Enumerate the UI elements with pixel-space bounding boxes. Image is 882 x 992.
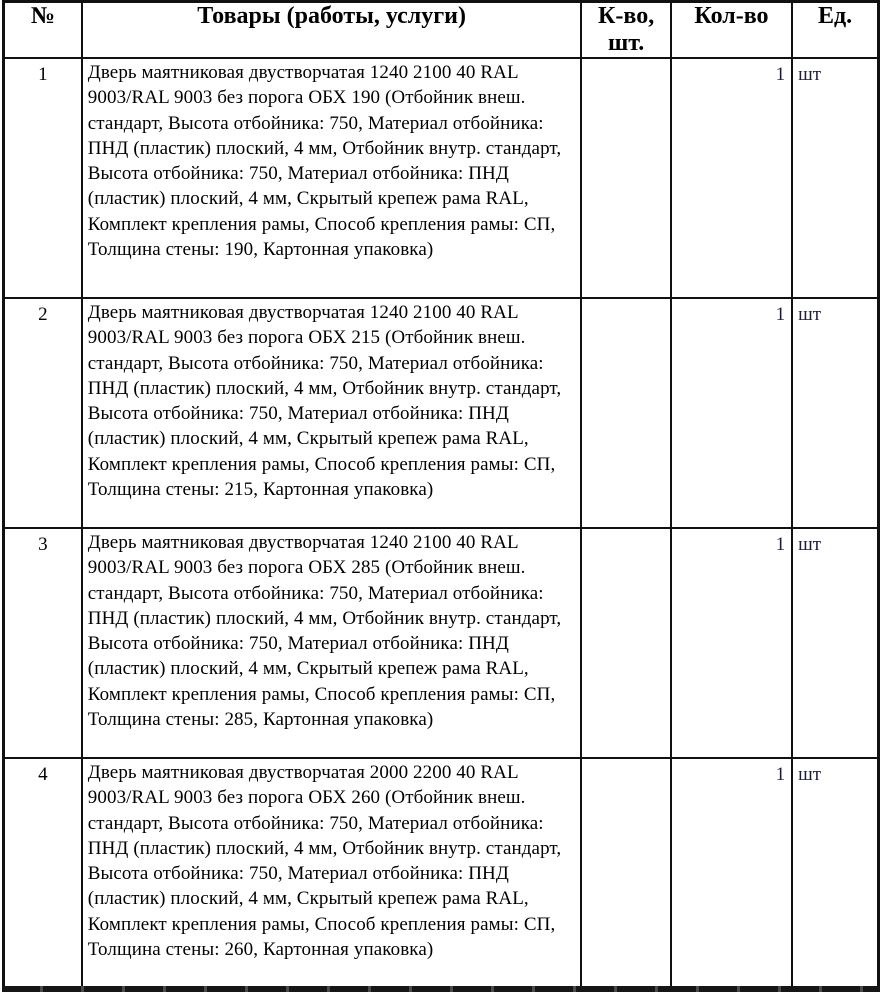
header-cell-qty-pcs: К-во, шт. xyxy=(581,2,670,59)
row-number-cell: 1 xyxy=(4,58,82,298)
unit-cell: шт xyxy=(792,758,878,989)
header-cell-unit: Ед. xyxy=(792,2,878,59)
table-row xyxy=(4,758,879,989)
description-cell: Дверь маятниковая двустворчатая 1240 2100 40 RAL 9003/RAL 9003 без порога ОБХ 215 (Отбойник внеш. стандарт, Высота отбойника: 750, Материал отбойника: ПНД (пластик) плоский, 4 мм, Отбойник внутр. стандарт, Высота отбойника: 750, Материал отбойника: ПНД (пластик) плоский, 4 мм, Скрытый крепеж рама RAL, Комплект крепления рамы, Способ крепления рамы: СП, Толщина стены: 215, Картонная упаковка) xyxy=(82,298,582,528)
header-cell-quantity: Кол-во xyxy=(671,2,792,59)
qty-pcs-cell xyxy=(581,528,670,758)
row-number-cell: 3 xyxy=(4,528,82,758)
quantity-cell: 1 xyxy=(671,58,792,298)
table-header xyxy=(4,2,879,59)
unit-cell: шт xyxy=(792,528,878,758)
unit-cell: шт xyxy=(792,298,878,528)
cutoff-next-row-band xyxy=(2,986,880,992)
row-number-cell: 4 xyxy=(4,758,82,989)
table-row xyxy=(4,58,879,298)
table-row xyxy=(4,528,879,758)
row-number-cell: 2 xyxy=(4,298,82,528)
description-cell: Дверь маятниковая двустворчатая 1240 2100 40 RAL 9003/RAL 9003 без порога ОБХ 190 (Отбойник внеш. стандарт, Высота отбойника: 750, Материал отбойника: ПНД (пластик) плоский, 4 мм, Отбойник внутр. стандарт, Высота отбойника: 750, Материал отбойника: ПНД (пластик) плоский, 4 мм, Скрытый крепеж рама RAL, Комплект крепления рамы, Способ крепления рамы: СП, Толщина стены: 190, Картонная упаковка) xyxy=(82,58,582,298)
products-table xyxy=(2,0,880,990)
header-cell-goods: Товары (работы, услуги) xyxy=(82,2,582,59)
unit-cell: шт xyxy=(792,58,878,298)
quantity-cell: 1 xyxy=(671,528,792,758)
description-cell: Дверь маятниковая двустворчатая 2000 2200 40 RAL 9003/RAL 9003 без порога ОБХ 260 (Отбойник внеш. стандарт, Высота отбойника: 750, Материал отбойника: ПНД (пластик) плоский, 4 мм, Отбойник внутр. стандарт, Высота отбойника: 750, Материал отбойника: ПНД (пластик) плоский, 4 мм, Скрытый крепеж рама RAL, Комплект крепления рамы, Способ крепления рамы: СП, Толщина стены: 260, Картонная упаковка) xyxy=(82,758,582,989)
table-row xyxy=(4,298,879,528)
header-row xyxy=(4,2,879,59)
quantity-cell: 1 xyxy=(671,758,792,989)
qty-pcs-cell xyxy=(581,758,670,989)
qty-pcs-cell xyxy=(581,58,670,298)
qty-pcs-cell xyxy=(581,298,670,528)
description-cell: Дверь маятниковая двустворчатая 1240 2100 40 RAL 9003/RAL 9003 без порога ОБХ 285 (Отбойник внеш. стандарт, Высота отбойника: 750, Материал отбойника: ПНД (пластик) плоский, 4 мм, Отбойник внутр. стандарт, Высота отбойника: 750, Материал отбойника: ПНД (пластик) плоский, 4 мм, Скрытый крепеж рама RAL, Комплект крепления рамы, Способ крепления рамы: СП, Толщина стены: 285, Картонная упаковка) xyxy=(82,528,582,758)
quantity-cell: 1 xyxy=(671,298,792,528)
header-cell-num: № xyxy=(4,2,82,59)
